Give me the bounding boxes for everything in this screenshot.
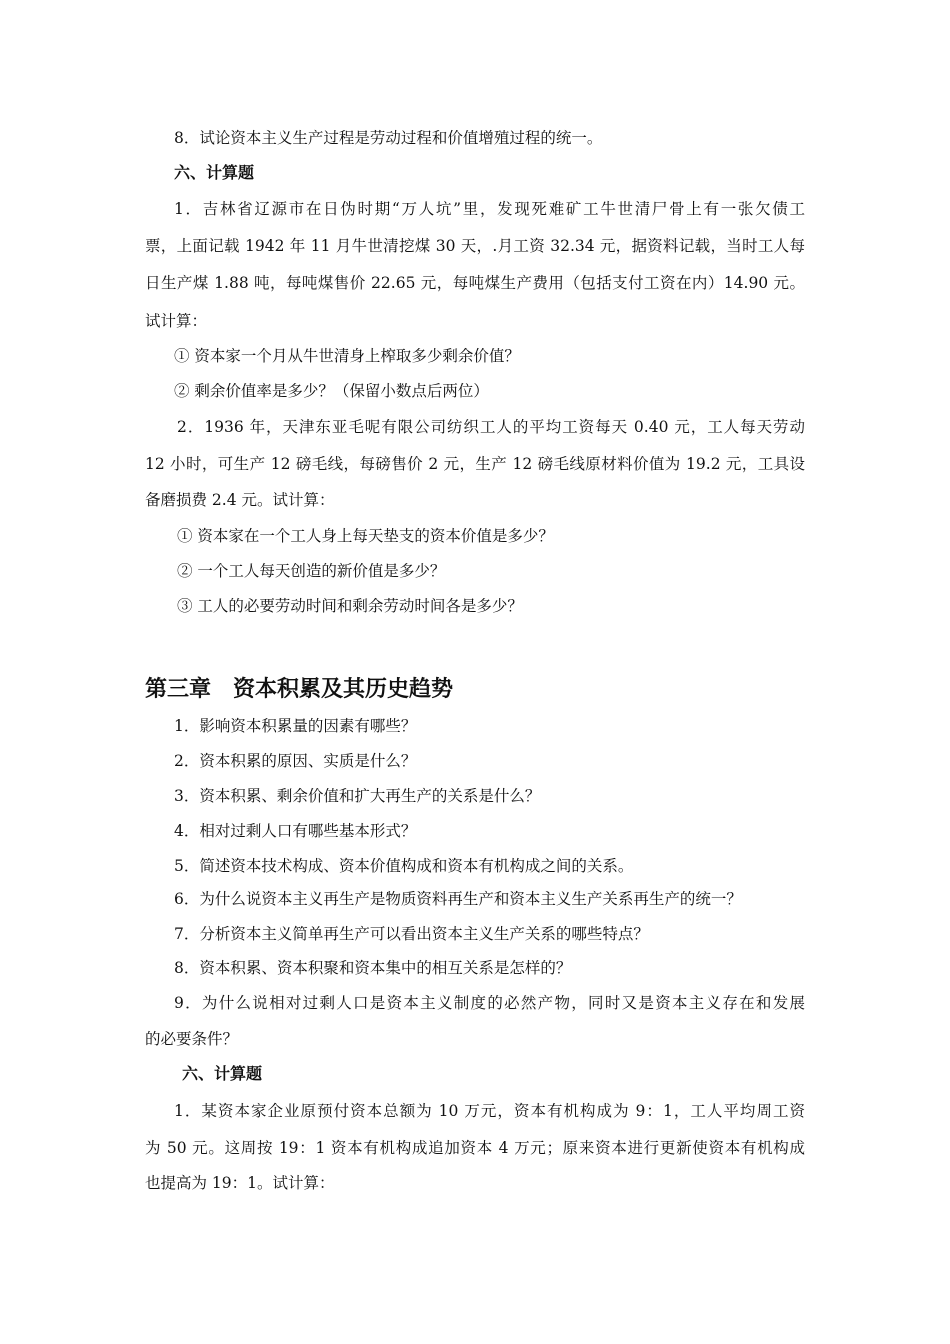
chapter3-question-5: 5．简述资本技术构成、资本价值构成和资本有机构成之间的关系。 bbox=[174, 857, 634, 875]
chapter-title: 第三章 资本积累及其历史趋势 bbox=[145, 676, 454, 702]
problem-1-line-4: 试计算： bbox=[145, 312, 208, 330]
chapter3-question-6: 6．为什么说资本主义再生产是物质资料再生产和资本主义生产关系再生产的统一？ bbox=[174, 890, 742, 908]
chapter3-calc-1-line-3: 也提高为 19：1。试计算： bbox=[145, 1174, 335, 1192]
problem-2-line-2: 12 小时，可生产 12 磅毛线，每磅售价 2 元，生产 12 磅毛线原材料价值为 19.2 元，工具设 bbox=[145, 455, 805, 473]
chapter3-section-heading-calc: 六、计算题 bbox=[182, 1064, 263, 1083]
chapter3-calc-1-line-1: 1．某资本家企业原预付资本总额为 10 万元，资本有机构成为 9：1，工人平均周工资 bbox=[174, 1102, 805, 1120]
problem-2-line-1: 2．1936 年，天津东亚毛呢有限公司纺织工人的平均工资每天 0.40 元，工人每天劳动 bbox=[177, 418, 805, 436]
chapter3-question-1: 1．影响资本积累量的因素有哪些？ bbox=[174, 717, 417, 735]
problem-1-item-b: ② 剩余价值率是多少？（保留小数点后两位） bbox=[174, 382, 489, 400]
problem-1-line-1: 1．吉林省辽源市在日伪时期“万人坑”里，发现死难矿工牛世清尸骨上有一张欠债工 bbox=[174, 200, 805, 218]
problem-1-line-2: 票，上面记载 1942 年 11 月牛世清挖煤 30 天，.月工资 32.34 元，据资料记载，当时工人每 bbox=[145, 237, 805, 255]
problem-2-item-b: ② 一个工人每天创造的新价值是多少？ bbox=[177, 562, 446, 580]
problem-1-item-a: ① 资本家一个月从牛世清身上榨取多少剩余价值？ bbox=[174, 347, 520, 365]
problem-2-item-c: ③ 工人的必要劳动时间和剩余劳动时间各是多少？ bbox=[177, 597, 523, 615]
question-8: 8．试论资本主义生产过程是劳动过程和价值增殖过程的统一。 bbox=[174, 129, 603, 147]
chapter3-question-8: 8．资本积累、资本积聚和资本集中的相互关系是怎样的？ bbox=[174, 959, 572, 977]
chapter3-question-2: 2．资本积累的原因、实质是什么？ bbox=[174, 752, 417, 770]
problem-1-line-3: 日生产煤 1.88 吨，每吨煤售价 22.65 元，每吨煤生产费用（包括支付工资在内）14.90 元。 bbox=[145, 274, 805, 292]
chapter3-question-4: 4．相对过剩人口有哪些基本形式？ bbox=[174, 822, 417, 840]
section-heading-calc: 六、计算题 bbox=[174, 163, 255, 182]
chapter3-question-9-line-1: 9．为什么说相对过剩人口是资本主义制度的必然产物，同时又是资本主义存在和发展 bbox=[174, 994, 805, 1012]
chapter3-question-7: 7．分析资本主义简单再生产可以看出资本主义生产关系的哪些特点？ bbox=[174, 925, 649, 943]
problem-2-item-a: ① 资本家在一个工人身上每天垫支的资本价值是多少？ bbox=[177, 527, 554, 545]
chapter3-question-3: 3．资本积累、剩余价值和扩大再生产的关系是什么？ bbox=[174, 787, 541, 805]
chapter3-calc-1-line-2: 为 50 元。这周按 19：1 资本有机构成追加资本 4 万元；原来资本进行更新使资本有机构成 bbox=[145, 1139, 805, 1157]
chapter3-question-9-line-2: 的必要条件？ bbox=[145, 1030, 239, 1048]
problem-2-line-3: 备磨损费 2.4 元。试计算： bbox=[145, 491, 335, 509]
